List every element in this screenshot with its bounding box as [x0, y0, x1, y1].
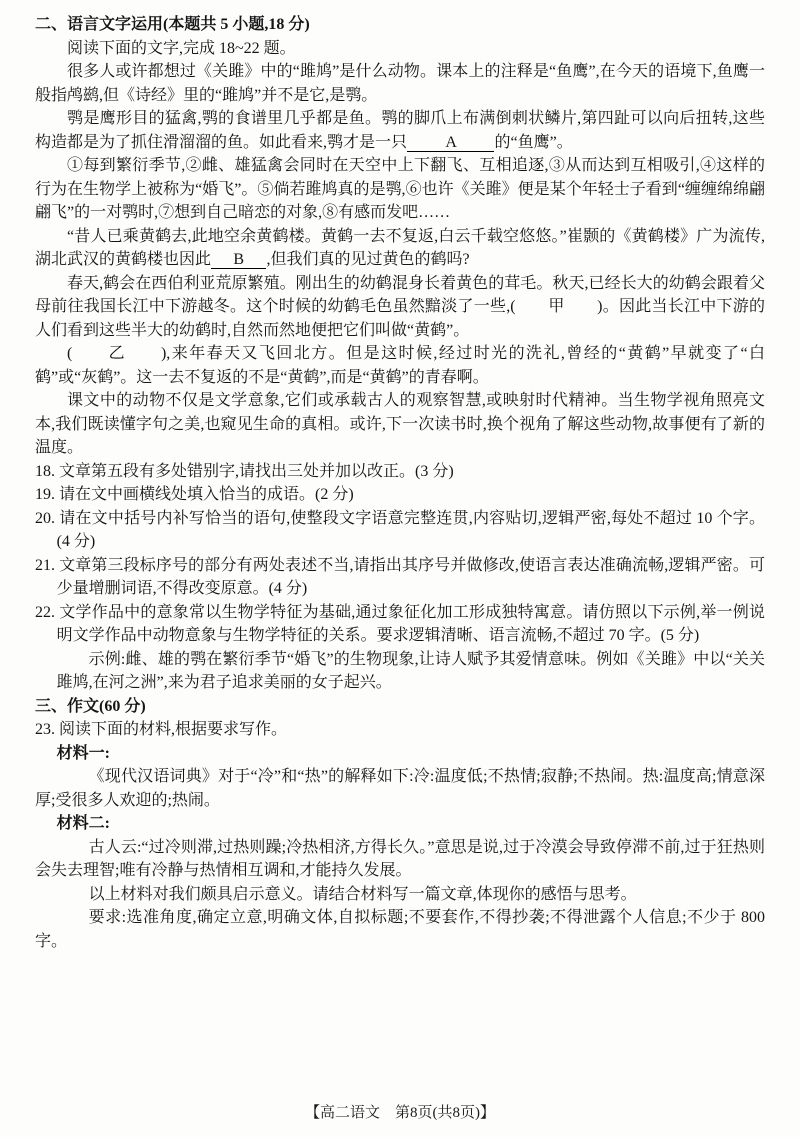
- reading-intro: 阅读下面的文字,完成 18~22 题。: [67, 39, 296, 57]
- paragraph-text: 鹗是鹰形目的猛禽,鹗的食谱里几乎都是鱼。鹗的脚爪上布满倒刺状鳞片,第四趾可以向后扭转,这些构造都是为了抓住滑溜溜的鱼。如此看来,鹗才是一只: [35, 110, 765, 151]
- question-number: 20.: [35, 509, 55, 527]
- question-text: 请在文中括号内补写恰当的语句,使整段文字语意完整连贯,内容贴切,逻辑严密,每处不超过 10 个字。(4 分): [56, 509, 765, 550]
- reading-paragraph-3: ①每到繁衍季节,②雌、雄猛禽会同时在天空中上下翻飞、互相追逐,③从而达到互相吸引,④这样的行为在生物学上被称为“婚飞”。⑤倘若雎鸠真的是鹗,⑥也许《关雎》便是某个年轻士子看到“缠缠绵绵翩翩飞”的一对鹗时,⑦想到自己暗恋的对象,⑧有感而发吧……: [35, 157, 765, 221]
- question-20: [35, 507, 765, 554]
- question-21: [35, 554, 765, 601]
- reading-paragraph-1: 很多人或许都想过《关雎》中的“雎鸠”是什么动物。课本上的注释是“鱼鹰”,在今天的语境下,鱼鹰一般指鸬鹚,但《诗经》里的“雎鸠”并不是它,是鹗。: [35, 63, 765, 104]
- question-number: 23.: [35, 721, 55, 738]
- question-text: 文章第五段有多处错别字,请找出三处并加以改正。(3 分): [59, 462, 454, 480]
- reading-paragraph-2: [35, 107, 765, 154]
- question-text: 文学作品中的意象常以生物学特征为基础,通过象征化加工形成独特寓意。请仿照以下示例,举一例说明文学作品中动物意象与生物学特征的关系。要求逻辑清晰、语言流畅,不超过 70 字。(5 分): [56, 603, 765, 644]
- answer-blank-b: B: [211, 251, 266, 269]
- section-3-heading: 三、作文(60 分): [35, 697, 146, 715]
- question-22: [35, 601, 765, 648]
- essay-prompt: 以上材料对我们颇具启示意义。请结合材料写一篇文章,体现你的感悟与思考。: [88, 885, 637, 903]
- material-2-label: 材料二:: [56, 815, 110, 832]
- answer-blank-a: A: [407, 134, 494, 152]
- paragraph-text: ,但我们真的见过黄色的鹤吗?: [266, 251, 470, 268]
- reading-paragraph-6: ( 乙 ),来年春天又飞回北方。但是这时候,经过时光的洗礼,曾经的“黄鹤”早就变了“白鹤”或“灰鹤”。这一去不复返的不是“黄鹤”,而是“黄鹤”的青春啊。: [35, 345, 765, 386]
- section-2-heading: 二、语言文字运用(本题共 5 小题,18 分): [35, 16, 310, 33]
- question-number: 22.: [35, 603, 55, 621]
- reading-paragraph-7: 课文中的动物不仅是文学意象,它们或承载古人的观察智慧,或映射时代精神。当生物学视角照亮文本,我们既读懂字句之美,也窥见生命的真相。或许,下一次读书时,换个视角了解这些动物,故事便有了新的温度。: [35, 392, 765, 456]
- question-18: [35, 460, 765, 484]
- page-footer: 【高二语文 第8页(共8页)】: [305, 1104, 495, 1121]
- question-number: 21.: [35, 556, 55, 574]
- question-22-example: 示例:雌、雄的鹗在繁衍季节“婚飞”的生物现象,让诗人赋予其爱情意味。例如《关雎》中以“关关雎鸠,在河之洲”,来为君子追求美丽的女子起兴。: [56, 650, 765, 691]
- question-number: 18.: [35, 462, 55, 480]
- reading-paragraph-5: 春天,鹤会在西伯利亚荒原繁殖。刚出生的幼鹤混身长着黄色的茸毛。秋天,已经长大的幼鹤会跟着父母前往我国长江中下游越冬。这个时候的幼鹤毛色虽然黯淡了一些,( 甲 )。因此当长江中下游的人们看到这些半大的幼鹤时,自然而然地便把它们叫做“黄鹤”。: [35, 274, 765, 339]
- material-1-text: 《现代汉语词典》对于“冷”和“热”的解释如下:冷:温度低;不热情;寂静;不热闹。热:温度高;情意深厚;受很多人欢迎的;热闹。: [35, 768, 765, 809]
- question-text: 文章第三段标序号的部分有两处表述不当,请指出其序号并做修改,使语言表达准确流畅,逻辑严密。可少量增删词语,不得改变原意。(4 分): [56, 556, 765, 597]
- material-1-label: 材料一:: [56, 744, 110, 762]
- question-text: 请在文中画横线处填入恰当的成语。(2 分): [59, 486, 354, 503]
- question-text: 阅读下面的材料,根据要求写作。: [59, 721, 288, 738]
- question-19: [35, 483, 765, 507]
- material-2-text: 古人云:“过冷则滞,过热则躁;冷热相济,方得长久。”意思是说,过于冷漠会导致停滞不前,过于狂热则会失去理智;唯有冷静与热情相互调和,才能持久发展。: [35, 838, 765, 879]
- paragraph-text: “昔人已乘黄鹤去,此地空余黄鹤楼。黄鹤一去不复返,白云千载空悠悠。”崔颢的《黄鹤楼》广为流传,湖北武汉的黄鹤楼也因此: [35, 227, 765, 268]
- reading-paragraph-4: [35, 225, 765, 272]
- essay-requirements: 要求:选准角度,确定立意,明确文体,自拟标题;不要套作,不得抄袭;不得泄露个人信息;不少于 800 字。: [35, 909, 765, 950]
- question-23: [35, 718, 765, 742]
- question-number: 19.: [35, 486, 55, 503]
- paragraph-text: 的“鱼鹰”。: [494, 133, 573, 151]
